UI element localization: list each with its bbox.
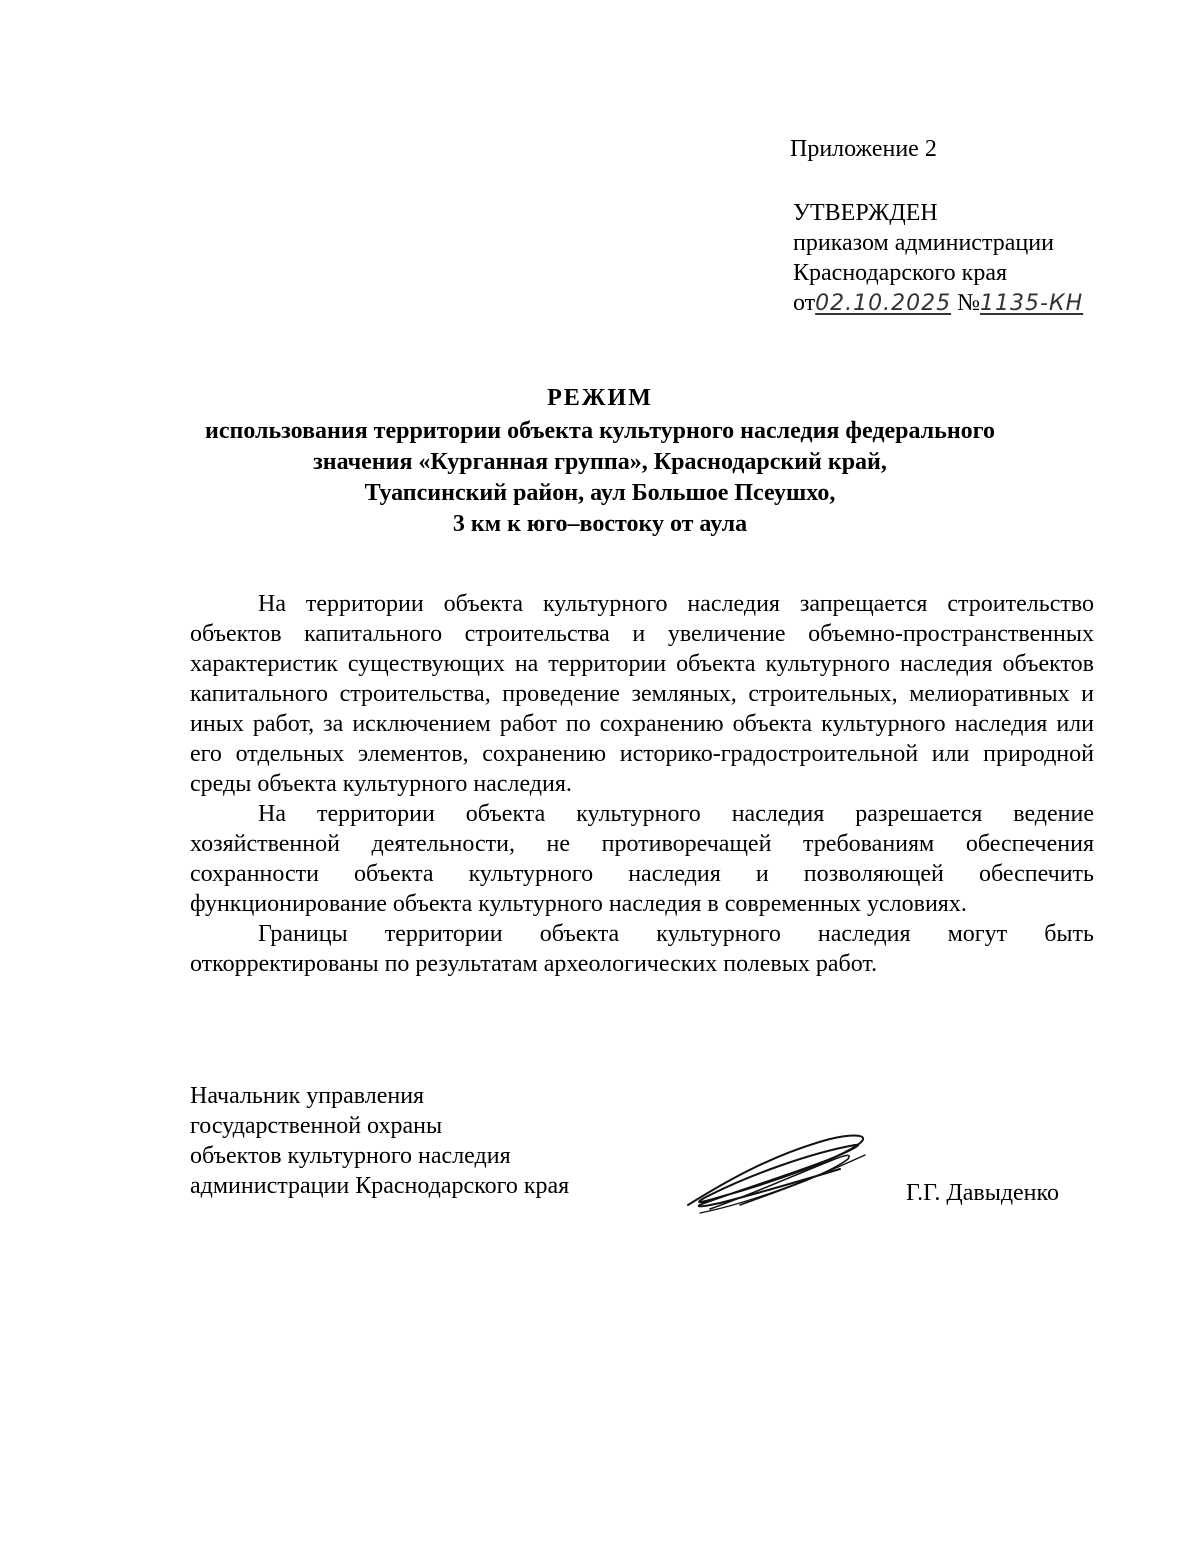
title-line-3: Туапсинский район, аул Большое Псеушхо, [364, 480, 836, 506]
number-prefix: № [957, 290, 981, 316]
approval-title: УТВЕРЖДЕН [793, 200, 938, 226]
paragraph-boundaries: Границы территории объекта культурного наследия могут быть откорректированы по результатам археологических полевых работ. [190, 921, 1094, 977]
position-line-1: Начальник управления [190, 1083, 425, 1109]
position-line-4: администрации Краснодарского края [190, 1173, 570, 1199]
title-line-1: использования территории объекта культурного наследия федерального [205, 418, 995, 444]
signer-name: Г.Г. Давыденко [906, 1180, 1059, 1206]
position-line-2: государственной охраны [190, 1113, 443, 1139]
title-line-2: значения «Курганная группа», Краснодарский край, [313, 449, 887, 475]
handwritten-number: 1135-КН [980, 291, 1084, 316]
title-line-4: 3 км к юго–востоку от аула [452, 511, 748, 537]
document-title [150, 383, 1050, 540]
date-prefix: от [793, 290, 816, 316]
approval-stamp [793, 198, 1083, 319]
handwritten-date: 02.10.2025 [815, 291, 952, 316]
title-main: РЕЖИМ [547, 385, 653, 411]
position-line-3: объектов культурного наследия [190, 1143, 511, 1169]
handwritten-signature [680, 1125, 880, 1215]
approval-date-line [793, 288, 1083, 319]
document-body [190, 589, 1094, 979]
approval-line-1: приказом администрации [793, 230, 1054, 256]
appendix-label: Приложение 2 [790, 136, 937, 162]
signer-position [190, 1081, 569, 1201]
paragraph-permissions: На территории объекта культурного наследия разрешается ведение хозяйственной деятельности, не противоречащей требованиям обеспечения сохранности объекта культурного наследия и позволяющей обеспечить функционирование объекта культурного наследия в современных условиях. [190, 801, 1094, 917]
paragraph-prohibitions: На территории объекта культурного наследия запрещается строительство объектов капитального строительства и увеличение объемно-пространственных характеристик существующих на территории объекта культурного наследия объектов капитального строительства, проведение земляных, строительных, мелиоративных и иных работ, за исключением работ по сохранению объекта культурного наследия или его отдельных элементов, сохранению историко-градостроительной или природной среды объекта культурного наследия. [190, 591, 1094, 797]
approval-line-2: Краснодарского края [793, 260, 1008, 286]
